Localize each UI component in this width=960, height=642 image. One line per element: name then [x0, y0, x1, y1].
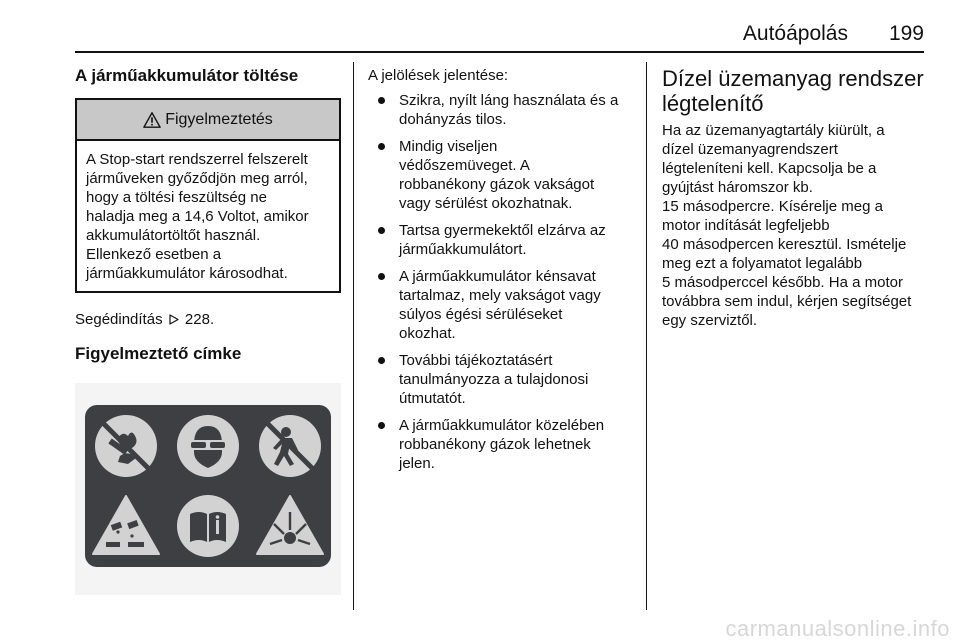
list-item-line: dohányzás tilos. [399, 111, 507, 128]
body-line: 40 másodpercen keresztül. Ismételje [662, 236, 907, 253]
list-item [368, 137, 638, 213]
warning-label-figure [75, 383, 341, 595]
body-line: légteleníteni kell. Kapcsolja be a [662, 160, 877, 177]
watermark: carmanualsonline.info [725, 616, 950, 641]
title-line: légtelenítő [662, 91, 764, 116]
section-title-battery-charging: A járműakkumulátor töltése [75, 66, 299, 85]
body-line: gyújtást háromszor kb. [662, 179, 813, 196]
title-line: Dízel üzemanyag rendszer [662, 66, 924, 91]
list-item-line: tartalmaz, mely vakságot vagy [399, 287, 601, 304]
diesel-bleeding-text [662, 121, 930, 330]
list-item-line: A járműakkumulátor közelében [399, 417, 605, 434]
list-item-line: jelen. [399, 455, 435, 472]
wear-eye-protection-icon [177, 415, 239, 477]
reference-arrow-icon [169, 314, 179, 325]
warning-line: Ellenkező esetben a [86, 246, 222, 263]
list-item-line: útmutatót. [399, 390, 466, 407]
body-line: meg ezt a folyamatot legalább [662, 255, 863, 272]
list-item-line: Mindig viseljen [399, 138, 498, 155]
column-divider [353, 62, 354, 610]
list-item-line: okozhat. [399, 325, 456, 342]
list-item-line: A járműakkumulátor kénsavat [399, 268, 596, 285]
warning-line: A Stop-start rendszerrel felszerelt [86, 151, 308, 168]
body-line: továbbra sem indul, kérjen segítséget [662, 293, 912, 310]
body-line: 15 másodpercre. Kísérelje meg a [662, 198, 883, 215]
bullet-icon [378, 422, 385, 429]
keep-children-away-icon [259, 415, 321, 477]
page-number: 199 [888, 22, 924, 45]
jump-start-reference[interactable] [75, 310, 341, 329]
body-line: Ha az üzemanyagtartály kiürült, a [662, 122, 885, 139]
markings-list [368, 91, 638, 473]
jump-start-text: Segédindítás [75, 311, 163, 328]
list-item [368, 416, 638, 473]
list-item-line: vagy sérülést okozhatnak. [399, 195, 573, 212]
warning-box [75, 98, 341, 293]
warning-heading: Figyelmeztetés [165, 110, 273, 128]
column-2 [368, 66, 638, 481]
bullet-icon [378, 143, 385, 150]
list-item-line: súlyos égési sérüléseket [399, 306, 563, 323]
bullet-icon [378, 273, 385, 280]
header-section-title: Autóápolás [742, 22, 848, 45]
list-item [368, 221, 638, 259]
body-line: motor indítását legfeljebb [662, 217, 830, 234]
list-item-line: védőszemüveget. A [399, 157, 530, 174]
bullet-icon [378, 357, 385, 364]
read-manual-icon [177, 495, 239, 557]
section-title-diesel-bleeding [662, 66, 930, 116]
body-line: 5 másodperccel később. Ha a motor [662, 274, 903, 291]
list-item [368, 91, 638, 129]
warning-header [77, 100, 339, 141]
warning-line: járműveken győződjön meg arról, [86, 170, 308, 187]
warning-line: járműakkumulátor károsodhat. [86, 265, 288, 282]
list-item-line: robbanékony gázok vakságot [399, 176, 595, 193]
column-1 [75, 66, 341, 595]
body-line: dízel üzemanyagrendszert [662, 141, 838, 158]
warning-text [77, 141, 339, 291]
list-item [368, 351, 638, 408]
no-smoking-no-fire-icon [95, 415, 157, 477]
bullet-icon [378, 97, 385, 104]
bullet-icon [378, 227, 385, 234]
warning-label-plate [85, 405, 331, 567]
warning-line: haladja meg a 14,6 Voltot, amikor [86, 208, 309, 225]
list-item-line: További tájékoztatásért [399, 352, 553, 369]
list-item-line: Tartsa gyermekektől elzárva az [399, 222, 606, 239]
markings-intro: A jelölések jelentése: [368, 67, 509, 84]
warning-triangle-icon [143, 111, 161, 129]
header-rule [75, 51, 924, 53]
list-item-line: Szikra, nyílt láng használata és a [399, 92, 619, 109]
warning-line: akkumulátortöltőt használ. [86, 227, 261, 244]
list-item-line: járműakkumulátort. [399, 241, 527, 258]
list-item [368, 267, 638, 343]
body-line: egy szerviztől. [662, 312, 758, 329]
list-item-line: robbanékony gázok lehetnek [399, 436, 591, 453]
jump-start-page: 228. [184, 311, 215, 328]
list-item-line: tanulmányozza a tulajdonosi [399, 371, 589, 388]
column-divider [646, 62, 647, 610]
column-3 [662, 66, 930, 330]
label-section-title: Figyelmeztető címke [75, 344, 242, 363]
warning-line: hogy a töltési feszültség ne [86, 189, 267, 206]
